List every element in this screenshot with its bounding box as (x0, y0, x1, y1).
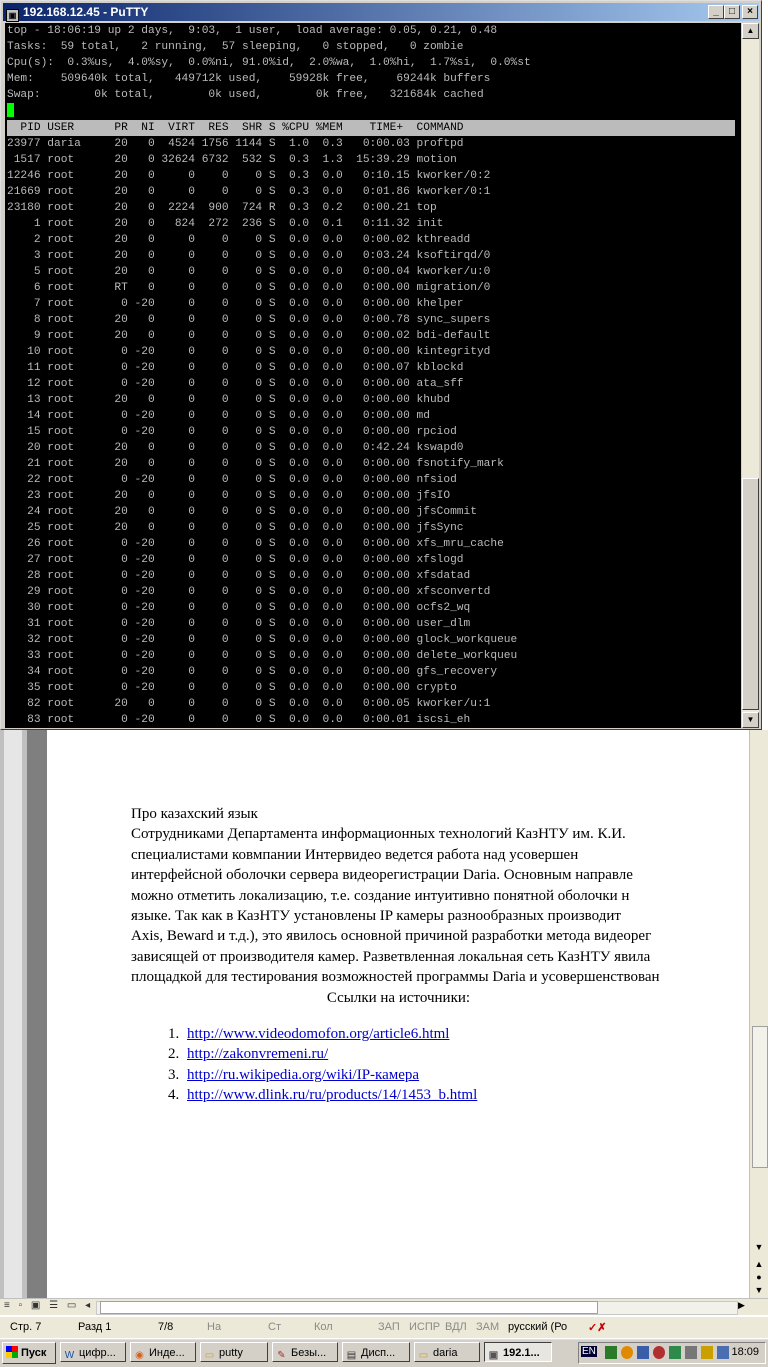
page-margin-area (27, 730, 47, 1298)
view-buttons[interactable]: ≡ ▫ ▣ ☰ ▭ ◂ (4, 1300, 94, 1311)
process-row: 3 root 20 0 0 0 0 S 0.0 0.0 0:03.24 ksoftirqd/0 (33, 250, 491, 262)
process-row: 21669 root 20 0 0 0 0 S 0.3 0.0 0:01.86 kworker/0:1 (7, 186, 491, 198)
paragraph-line: интерфейсной оболочки сервера видеорегистрации Daria. Основным направле (131, 867, 633, 884)
process-row: 30 root 0 -20 0 0 0 S 0.0 0.0 0:00.00 ocfs2_wq (27, 602, 471, 614)
process-table-header: PID USER PR NI VIRT RES SHR S %CPU %MEM TIME+ COMMAND (7, 120, 735, 136)
document-body (131, 804, 749, 1106)
title-bar[interactable] (3, 3, 759, 21)
process-row: 34 root 0 -20 0 0 0 S 0.0 0.0 0:00.00 gfs_recovery (27, 666, 498, 678)
source-item (183, 1024, 749, 1044)
taskbar-button[interactable] (60, 1342, 126, 1362)
process-row: 9 root 20 0 0 0 0 S 0.0 0.0 0:00.02 bdi-default (33, 330, 491, 342)
word-document-window (0, 730, 768, 1298)
putty-icon[interactable]: ▣ (6, 9, 19, 22)
next-page-icon[interactable]: ▼ (751, 1283, 767, 1297)
taskbar-button-label: цифр... (79, 1347, 116, 1359)
word-doc-icon: W (64, 1350, 75, 1361)
source-link[interactable]: http://ru.wikipedia.org/wiki/IP-камера (187, 1066, 420, 1083)
scroll-down-arrow-icon[interactable]: ▼ (742, 712, 759, 728)
status-page: Стр. 7 (10, 1321, 42, 1333)
status-ovr[interactable]: ЗАМ (476, 1321, 500, 1333)
status-language: русский (Ро (508, 1321, 568, 1333)
process-row: 23977 daria 20 0 4524 1756 1144 S 1.0 0.3 0:00.03 proftpd (7, 138, 464, 150)
process-row: 11 root 0 -20 0 0 0 S 0.0 0.0 0:00.07 kblockd (27, 362, 464, 374)
taskbar-button-label: Дисп... (361, 1347, 396, 1359)
process-row: 35 root 0 -20 0 0 0 S 0.0 0.0 0:00.00 crypto (27, 682, 457, 694)
process-row: 6 root RT 0 0 0 0 S 0.0 0.0 0:00.00 migration/0 (33, 282, 491, 294)
taskbar-button-label: 192.1... (503, 1347, 540, 1359)
source-link[interactable]: http://zakonvremeni.ru/ (187, 1046, 329, 1063)
process-row: 12 root 0 -20 0 0 0 S 0.0 0.0 0:00.00 ata_sff (27, 378, 464, 390)
summary-line: Swap: 0k total, 0k used, 0k free, 321684k cached (7, 89, 484, 101)
process-row: 32 root 0 -20 0 0 0 S 0.0 0.0 0:00.00 glock_workqueue (27, 634, 518, 646)
process-row: 26 root 0 -20 0 0 0 S 0.0 0.0 0:00.00 xfs_mru_cache (27, 538, 504, 550)
folder-icon: ▭ (204, 1350, 215, 1361)
terminal-screen[interactable] (5, 23, 741, 728)
tray-network-icon[interactable] (637, 1346, 649, 1359)
process-row: 21 root 20 0 0 0 0 S 0.0 0.0 0:00.00 fsnotify_mark (27, 458, 504, 470)
source-item (183, 1065, 749, 1085)
process-row: 28 root 0 -20 0 0 0 S 0.0 0.0 0:00.00 xfsdatad (27, 570, 471, 582)
status-trk[interactable]: ИСПР (409, 1321, 441, 1333)
taskbar-button[interactable] (484, 1342, 552, 1362)
windows-logo-icon (6, 1346, 18, 1358)
taskbar-button[interactable] (200, 1342, 268, 1362)
paragraph-line: специалистами ковмпании Интервидео ведется работа над усовершен (131, 846, 579, 863)
scroll-down-arrow-icon[interactable]: ▼ (751, 1240, 767, 1254)
process-row: 23180 root 20 0 2224 900 724 R 0.3 0.2 0:00.21 top (7, 202, 437, 214)
process-row: 22 root 0 -20 0 0 0 S 0.0 0.0 0:00.00 nfsiod (27, 474, 457, 486)
process-row: 1517 root 20 0 32624 6732 532 S 0.3 1.3 15:39.29 motion (13, 154, 457, 166)
document-vertical-scrollbar[interactable] (749, 730, 768, 1298)
paragraph-line: Сотрудниками Департамента информационных технологий КазНТУ им. К.И. (131, 826, 626, 843)
scroll-right-arrow-icon[interactable]: ▶ (738, 1300, 745, 1310)
paragraph-line: языке. Так как в КазНТУ установлены IP камеры разнообразных производит (131, 908, 621, 925)
paragraph-line: зависящей от производителя камер. Разветвленная локальная сеть КазНТУ явила (131, 948, 651, 965)
process-row: 12246 root 20 0 0 0 0 S 0.3 0.0 0:10.15 kworker/0:2 (7, 170, 491, 182)
taskbar-button[interactable] (414, 1342, 480, 1362)
status-pages: 7/8 (158, 1321, 174, 1333)
maximize-button[interactable]: □ (724, 5, 740, 19)
status-rec[interactable]: ЗАП (378, 1321, 400, 1333)
terminal-cursor (7, 103, 14, 117)
source-item (183, 1085, 749, 1105)
summary-line: Mem: 509640k total, 449712k used, 59928k free, 69244k buffers (7, 73, 491, 85)
process-row: 23 root 20 0 0 0 0 S 0.0 0.0 0:00.00 jfsIO (27, 490, 451, 502)
status-section: Разд 1 (78, 1321, 112, 1333)
source-link[interactable]: http://www.videodomofon.org/article6.html (187, 1026, 450, 1043)
document-paragraph (131, 824, 749, 987)
process-row: 24 root 20 0 0 0 0 S 0.0 0.0 0:00.00 jfsCommit (27, 506, 477, 518)
process-row: 1 root 20 0 824 272 236 S 0.0 0.1 0:11.32 init (33, 218, 444, 230)
process-row: 20 root 20 0 0 0 0 S 0.0 0.0 0:42.24 kswapd0 (27, 442, 464, 454)
taskbar-button-label: daria (433, 1347, 458, 1359)
process-row: 5 root 20 0 0 0 0 S 0.0 0.0 0:00.04 kworker/u:0 (33, 266, 491, 278)
process-row: 25 root 20 0 0 0 0 S 0.0 0.0 0:00.00 jfsSync (27, 522, 464, 534)
process-row: 33 root 0 -20 0 0 0 S 0.0 0.0 0:00.00 delete_workqueu (27, 650, 518, 662)
start-button[interactable]: Пуск (2, 1342, 56, 1364)
process-row: 83 root 0 -20 0 0 0 S 0.0 0.0 0:00.01 iscsi_eh (27, 714, 471, 726)
word-status-bar (0, 1316, 768, 1339)
process-row: 13 root 20 0 0 0 0 S 0.0 0.0 0:00.00 khubd (27, 394, 451, 406)
prev-page-icon[interactable]: ▲ (751, 1257, 767, 1271)
clock[interactable]: 18:09 (731, 1346, 759, 1358)
summary-line: Cpu(s): 0.3%us, 4.0%sy, 0.0%ni, 91.0%id, 2.0%wa, 1.0%hi, 1.7%si, 0.0%st (7, 57, 531, 69)
select-browse-object-icon[interactable]: ● (751, 1270, 767, 1284)
source-item (183, 1044, 749, 1064)
minimize-button[interactable]: _ (708, 5, 724, 19)
status-col: Кол (314, 1321, 333, 1333)
spelling-check-icon[interactable]: ✓✗ (588, 1322, 607, 1334)
document-page[interactable] (47, 730, 749, 1298)
horizontal-scroll-thumb[interactable] (100, 1301, 598, 1314)
paragraph-line: площадкой для тестирования возможностей программы Daria и усовершенствован (131, 969, 660, 986)
scroll-up-arrow-icon[interactable]: ▲ (742, 23, 759, 39)
tray-device-icon[interactable] (717, 1346, 729, 1359)
source-link[interactable]: http://www.dlink.ru/ru/products/14/1453_b.html (187, 1087, 478, 1104)
tray-update-icon[interactable] (669, 1346, 681, 1359)
status-line: Ст (268, 1321, 281, 1333)
terminal-scroll-thumb[interactable] (742, 478, 759, 710)
process-row: 29 root 0 -20 0 0 0 S 0.0 0.0 0:00.00 xfsconvertd (27, 586, 491, 598)
summary-line: top - 18:06:19 up 2 days, 9:03, 1 user, load average: 0.05, 0.21, 0.48 (7, 25, 498, 37)
tray-antivirus-icon[interactable] (653, 1346, 665, 1359)
status-at: На (207, 1321, 222, 1333)
status-ext[interactable]: ВДЛ (445, 1321, 467, 1333)
taskbar-button[interactable] (130, 1342, 196, 1362)
tray-volume-icon[interactable] (685, 1346, 697, 1359)
terminal-scrollbar[interactable] (742, 23, 759, 728)
paragraph-line: можно отметить локализацию, т.е. создание интуитивно понятной оболочки н (131, 887, 630, 904)
taskbar-button[interactable] (272, 1342, 338, 1362)
tray-pen-icon[interactable] (701, 1346, 713, 1359)
process-row: 7 root 0 -20 0 0 0 S 0.0 0.0 0:00.00 khelper (33, 298, 464, 310)
tray-app-icon[interactable] (605, 1346, 617, 1359)
taskbar (0, 1338, 768, 1367)
paint-icon: ✎ (277, 1350, 286, 1361)
folder-icon: ▭ (418, 1350, 429, 1361)
process-row: 8 root 20 0 0 0 0 S 0.0 0.0 0:00.78 sync_supers (33, 314, 491, 326)
task-manager-icon: ▤ (346, 1350, 357, 1361)
summary-line: Tasks: 59 total, 2 running, 57 sleeping, 0 stopped, 0 zombie (7, 41, 464, 53)
sources-list (131, 1024, 749, 1106)
process-row: 2 root 20 0 0 0 0 S 0.0 0.0 0:00.02 kthreadd (33, 234, 471, 246)
terminal-cursor-line (5, 103, 741, 120)
top-summary (5, 23, 741, 103)
close-button[interactable]: × (742, 5, 758, 19)
system-tray (578, 1342, 766, 1364)
taskbar-button-label: putty (219, 1347, 243, 1359)
putty-icon: ▣ (488, 1350, 499, 1361)
taskbar-button-label: Безы... (291, 1347, 327, 1359)
process-table (5, 136, 741, 728)
process-row: 15 root 0 -20 0 0 0 S 0.0 0.0 0:00.00 rpciod (27, 426, 457, 438)
sources-title: Ссылки на источники: (326, 989, 471, 1006)
process-row: 31 root 0 -20 0 0 0 S 0.0 0.0 0:00.00 user_dlm (27, 618, 471, 630)
document-heading: Про казахский язык (131, 806, 258, 822)
language-indicator[interactable]: EN (582, 1346, 596, 1357)
process-row: 10 root 0 -20 0 0 0 S 0.0 0.0 0:00.00 kintegrityd (27, 346, 491, 358)
vertical-ruler (0, 730, 28, 1298)
word-view-bar (0, 1298, 768, 1315)
tray-flame-icon[interactable] (621, 1346, 633, 1359)
window-title: 192.168.12.45 - PuTTY (23, 5, 149, 19)
process-row: 27 root 0 -20 0 0 0 S 0.0 0.0 0:00.00 xfslogd (27, 554, 464, 566)
browser-icon: ◉ (135, 1350, 144, 1361)
paragraph-line: Axis, Beward и т.д.), это явилось основной причиной разработки метода видеорег (131, 928, 652, 945)
document-scroll-thumb[interactable] (752, 1026, 768, 1168)
taskbar-button[interactable] (342, 1342, 410, 1362)
process-row: 14 root 0 -20 0 0 0 S 0.0 0.0 0:00.00 md (27, 410, 430, 422)
process-row: 82 root 20 0 0 0 0 S 0.0 0.0 0:00.05 kworker/u:1 (27, 698, 491, 710)
taskbar-button-label: Инде... (149, 1347, 185, 1359)
